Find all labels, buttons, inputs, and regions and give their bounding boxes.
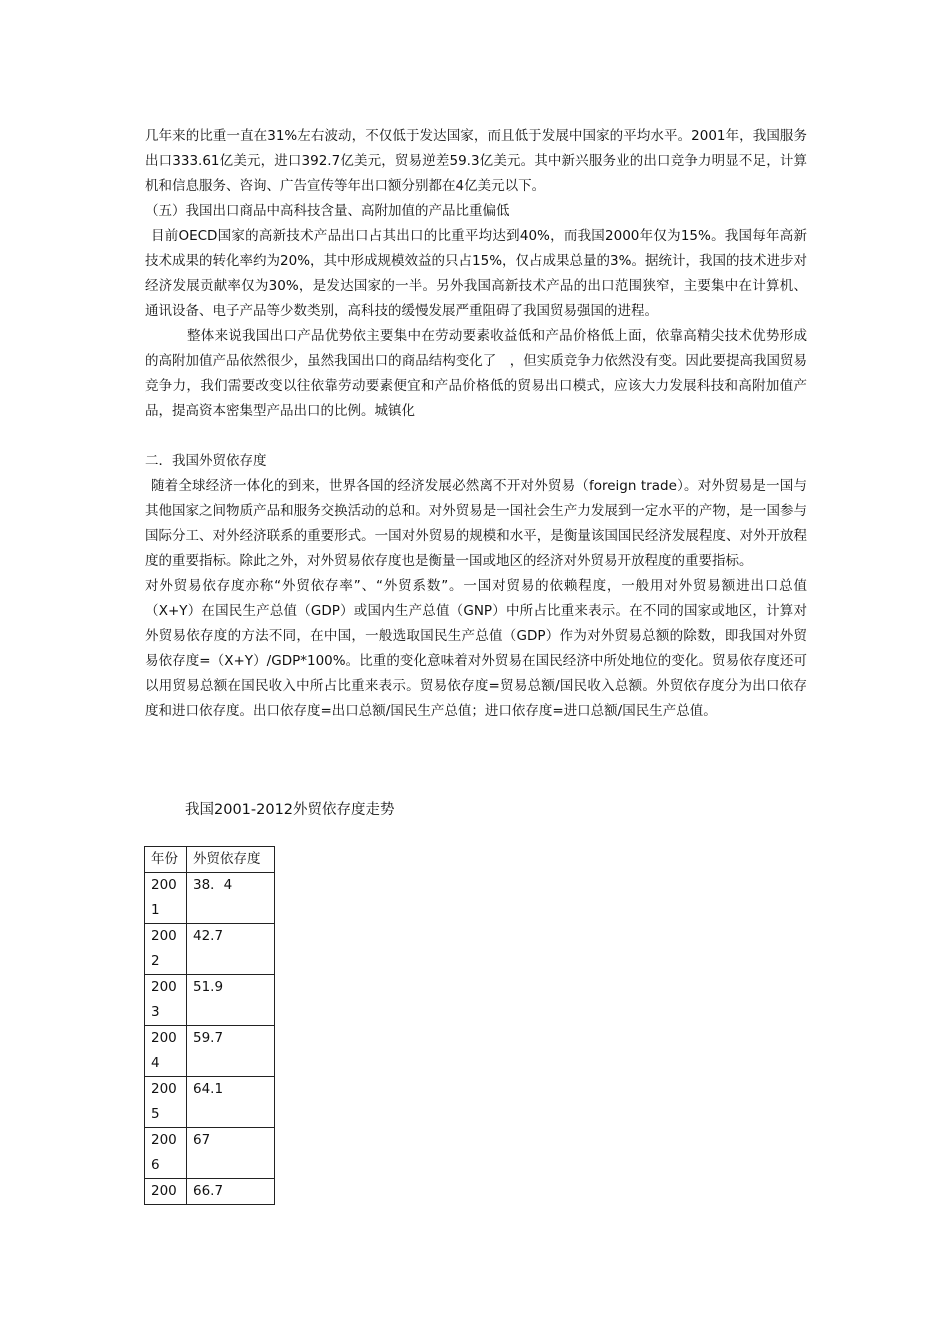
heading-section-5: （五）我国出口商品中高科技含量、高附加值的产品比重偏低	[145, 203, 510, 219]
header-dependency: 外贸依存度	[187, 847, 275, 873]
paragraph-summary: 整体来说我国出口产品优势依主要集中在劳动要素收益低和产品价格低上面，依靠高精尖技术优势形成的高附加值产品依然很少，虽然我国出口的商品结构变化了 ，但实质竞争力依然没有变。因此要提高我国贸易竞争力，我们需要改变以往依靠劳动要素便宜和产品价格低的贸易出口模式，应该大力发展科技和高附加值产品，提高资本密集型产品出口的比例。城镇化	[145, 328, 807, 419]
year-cell: 2003	[145, 975, 187, 1026]
value-cell: 38．4	[187, 873, 275, 924]
table-row	[145, 1077, 275, 1128]
year-cell: 2002	[145, 924, 187, 975]
year-cell: 2001	[145, 873, 187, 924]
heading-section-2: 二．我国外贸依存度	[145, 453, 267, 469]
year-cell: 2006	[145, 1128, 187, 1179]
table-row	[145, 1128, 275, 1179]
table-title: 我国2001-2012外贸依存度走势	[185, 802, 395, 818]
value-cell: 66.7	[187, 1179, 275, 1205]
paragraph-service-trade: 几年来的比重一直在31%左右波动，不仅低于发达国家，而且低于发展中国家的平均水平。2001年，我国服务出口333.61亿美元，进口392.7亿美元，贸易逆差59.3亿美元。其中新兴服务业的出口竞争力明显不足，计算机和信息服务、咨询、广告宣传等年出口额分别都在4亿美元以下。	[145, 128, 807, 194]
dependency-table	[144, 846, 275, 1205]
paragraph-dependency-definition: 对外贸易依存度亦称“外贸依存率”、“外贸系数”。一国对贸易的依赖程度，一般用对外贸易额进出口总值（X+Y）在国民生产总值（GDP）或国内生产总值（GNP）中所占比重来表示。在不同的国家或地区，计算对外贸易依存度的方法不同，在中国，一般选取国民生产总值（GDP）作为对外贸易总额的除数，即我国对外贸易依存度=（X+Y）/GDP*100%。比重的变化意味着对外贸易在国民经济中所处地位的变化。贸易依存度还可以用贸易总额在国民收入中所占比重来表示。贸易依存度=贸易总额/国民收入总额。外贸依存度分为出口依存度和进口依存度。出口依存度=出口总额/国民生产总值；进口依存度=进口总额/国民生产总值。	[145, 578, 807, 719]
table-row	[145, 1026, 275, 1077]
table-row	[145, 924, 275, 975]
document-body	[145, 124, 807, 724]
value-cell: 51.9	[187, 975, 275, 1026]
paragraph-globalization: 随着全球经济一体化的到来，世界各国的经济发展必然离不开对外贸易（foreign trade）。对外贸易是一国与其他国家之间物质产品和服务交换活动的总和。对外贸易是一国社会生产力发展到一定水平的产物，是一国参与国际分工、对外经济联系的重要形式。一国对外贸易的规模和水平，是衡量该国国民经济发展程度、对外开放程度的重要指标。除此之外，对外贸易依存度也是衡量一国或地区的经济对外贸易开放程度的重要指标。	[145, 478, 807, 569]
value-cell: 42.7	[187, 924, 275, 975]
table-row	[145, 975, 275, 1026]
table-header-row	[145, 847, 275, 873]
table-row	[145, 1179, 275, 1205]
blank-line	[145, 424, 807, 449]
year-cell: 200	[145, 1179, 187, 1205]
table-row	[145, 873, 275, 924]
value-cell: 59.7	[187, 1026, 275, 1077]
header-year: 年份	[145, 847, 187, 873]
value-cell: 67	[187, 1128, 275, 1179]
year-cell: 2004	[145, 1026, 187, 1077]
paragraph-high-tech: 目前OECD国家的高新技术产品出口占其出口的比重平均达到40%，而我国2000年仅为15%。我国每年高新技术成果的转化率约为20%，其中形成规模效益的只占15%，仅占成果总量的3%。据统计，我国的技术进步对经济发展贡献率仅为30%，是发达国家的一半。另外我国高新技术产品的出口范围狭窄，主要集中在计算机、通讯设备、电子产品等少数类别，高科技的缓慢发展严重阻碍了我国贸易强国的进程。	[145, 228, 807, 319]
year-cell: 2005	[145, 1077, 187, 1128]
value-cell: 64.1	[187, 1077, 275, 1128]
